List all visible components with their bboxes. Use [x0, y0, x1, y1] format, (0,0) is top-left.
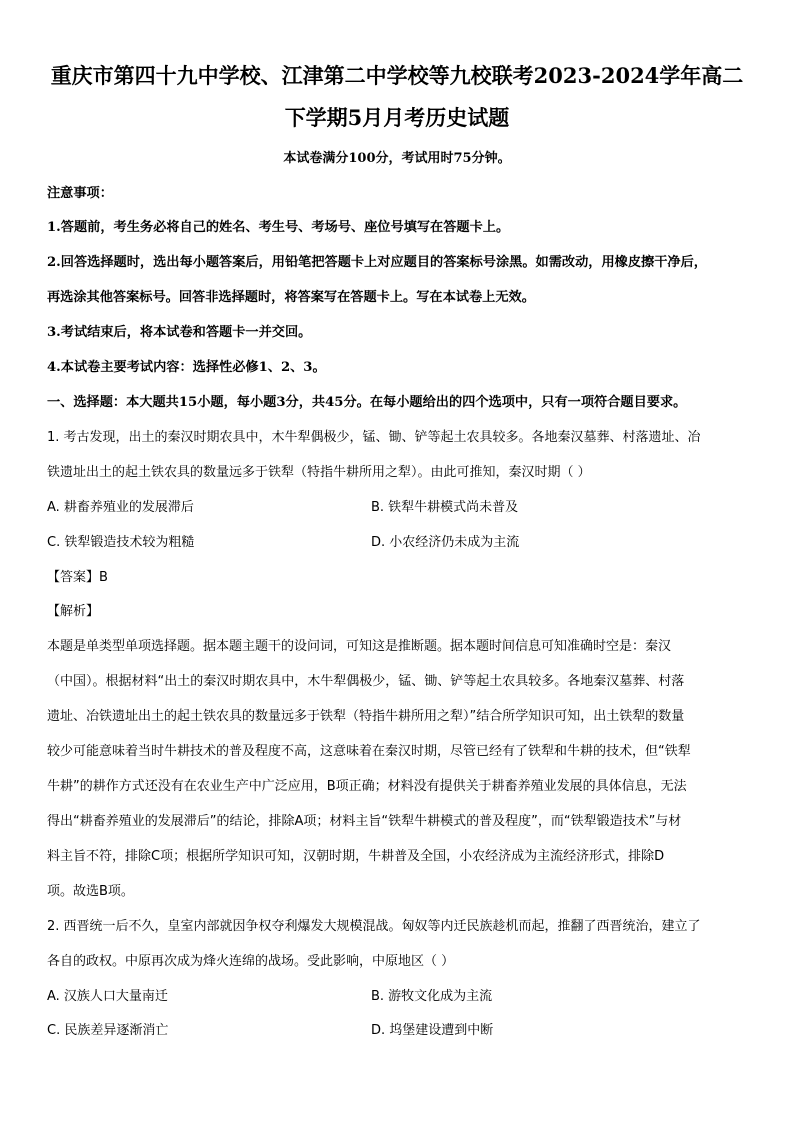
q1-stem-line-2: 铁遗址出土的起土铁农具的数量远多于铁犁（特指牛耕所用之犁）。由此可推知，秦汉时期（ ） — [47, 465, 591, 480]
exam-title-line-1: 重庆市第四十九中学校、江津第二中学校等九校联考2023-2024学年高二 — [50, 63, 744, 88]
notice-item-2: 2.回答选择题时，选出每小题答案后，用铅笔把答题卡上对应题目的答案标号涂黑。如需改动，用橡皮擦干净后， — [47, 255, 707, 270]
q1-analysis-line-5: 牛耕”的耕作方式还没有在农业生产中广泛应用，B项正确；材料没有提供关于耕畜养殖业发展的具体信息，无法 — [47, 779, 687, 794]
q2-option-d: D. 坞堡建设遭到中断 — [371, 1023, 494, 1038]
q1-analysis-line-4: 较少可能意味着当时牛耕技术的普及程度不高，这意味着在秦汉时期，尽管已经有了铁犁和牛耕的技术，但“铁犁 — [47, 744, 691, 759]
q1-analysis-line-7: 料主旨不符，排除C项；根据所学知识可知，汉朝时期，牛耕普及全国，小农经济成为主流经济形式，排除D — [47, 849, 665, 864]
notice-item-1: 1.答题前，考生务必将自己的姓名、考生号、考场号、座位号填写在答题卡上。 — [47, 220, 510, 235]
exam-title-line-2: 下学期5月月考历史试题 — [284, 105, 510, 130]
q1-analysis-line-2: （中国）。根据材料“出土的秦汉时期农具中，木牛犁偶极少，锰、锄、铲等起土农具较多。各地秦汉墓葬、村落 — [47, 674, 685, 689]
notice-heading: 注意事项： — [47, 186, 113, 201]
q1-option-a: A. 耕畜养殖业的发展滞后 — [47, 500, 194, 515]
q1-analysis-line-1: 本题是单类型单项选择题。据本题主题干的设问词，可知这是推断题。据本题时间信息可知准确时空是：秦汉 — [47, 639, 672, 654]
q1-analysis-line-8: 项。故选B项。 — [47, 884, 134, 899]
q1-analysis-heading: 【解析】 — [47, 604, 100, 619]
exam-subtitle: 本试卷满分100分，考试用时75分钟。 — [283, 151, 511, 166]
q1-option-c: C. 铁犁锻造技术较为粗糙 — [47, 535, 195, 550]
q1-analysis-line-6: 得出“耕畜养殖业的发展滞后”的结论，排除A项；材料主旨“铁犁牛耕模式的普及程度”，而“铁犁锻造技术”与材 — [47, 814, 682, 829]
q2-option-a: A. 汉族人口大量南迁 — [47, 989, 168, 1004]
q2-option-c: C. 民族差异逐渐消亡 — [47, 1023, 169, 1038]
q1-option-b: B. 铁犁牛耕模式尚未普及 — [371, 500, 519, 515]
notice-item-2-cont: 再选涂其他答案标号。回答非选择题时，将答案写在答题卡上。写在本试卷上无效。 — [47, 290, 535, 305]
q2-option-b: B. 游牧文化成为主流 — [371, 989, 493, 1004]
q2-stem-line-1: 2. 西晋统一后不久，皇室内部就因争权夺利爆发大规模混战。匈奴等内迁民族趁机而起，推翻了西晋统治，建立了 — [47, 919, 701, 934]
section-heading: 一、选择题：本大题共15小题，每小题3分，共45分。在每小题给出的四个选项中，只有一项符合题目要求。 — [47, 395, 687, 410]
q1-answer: 【答案】B — [47, 570, 108, 585]
notice-item-4: 4.本试卷主要考试内容：选择性必修1、2、3。 — [47, 360, 326, 375]
q1-analysis-line-3: 遗址、冶铁遗址出土的起土铁农具的数量远多于铁犁（特指牛耕所用之犁）”结合所学知识可知，出土铁犁的数量 — [47, 709, 685, 724]
q1-option-d: D. 小农经济仍未成为主流 — [371, 535, 520, 550]
q2-stem-line-2: 各自的政权。中原再次成为烽火连绵的战场。受此影响，中原地区（ ） — [47, 954, 455, 969]
q1-stem-line-1: 1. 考古发现，出土的秦汉时期农具中，木牛犁偶极少，锰、锄、铲等起土农具较多。各地秦汉墓葬、村落遗址、冶 — [47, 430, 701, 445]
notice-item-3: 3.考试结束后，将本试卷和答题卡一并交回。 — [47, 325, 312, 340]
